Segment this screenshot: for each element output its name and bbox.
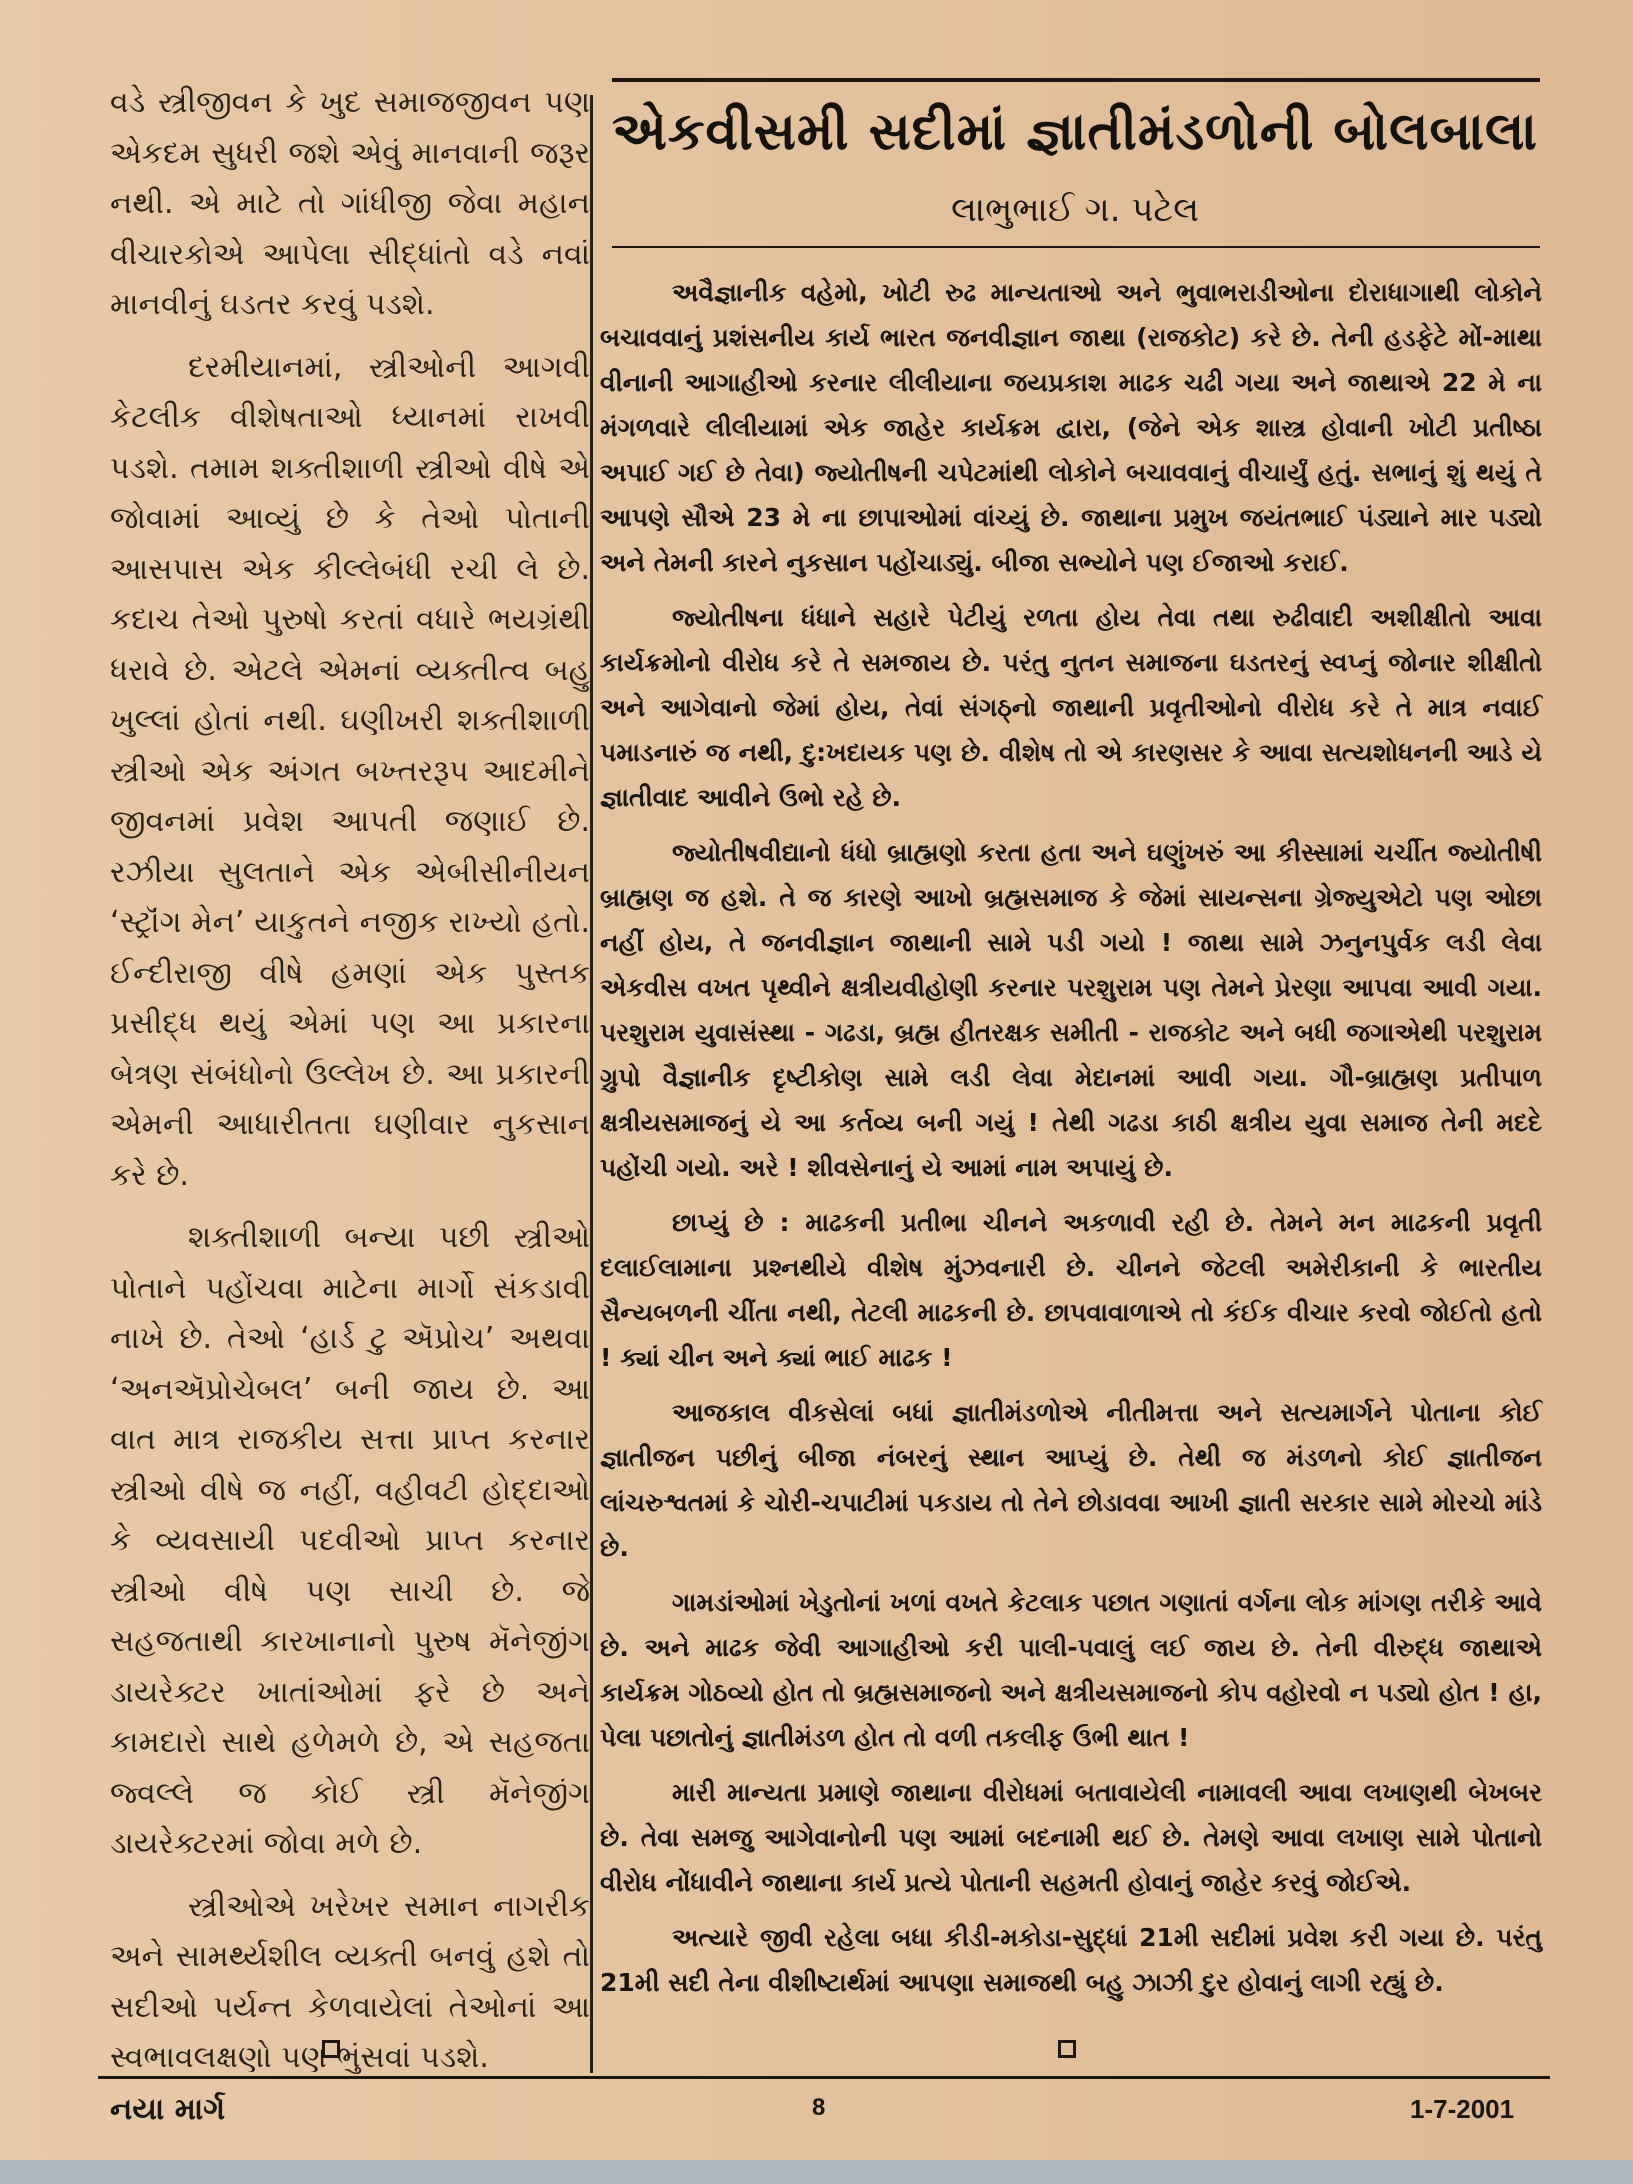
left-paragraph-4: સ્ત્રીઓએ ખરેખર સમાન નાગરીક અને સામર્થ્યશીલ વ્યક્તી બનવું હશે તો સદીઓ પર્યન્ત કેળવાયેલાં તેઓનાં આ સ્વભાવલક્ષણો પણ ભુંસવાં પડશે.	[110, 1888, 590, 2075]
left-paragraph-1: વડે સ્ત્રીજીવન કે ખુદ સમાજજીવન પણ એકદમ સુધરી જશે એવું માનવાની જરૂર નથી. એ માટે તો ગાંધીજી જેવા મહાન વીચારકોએ આપેલા સીદ્ધાંતો વડે નવાં માનવીનું ઘડતર કરવું પડશે.	[110, 85, 590, 322]
article-paragraph-4: છાપ્યું છે : માઢકની પ્રતીભા ચીનને અકળાવી રહી છે. તેમને મન માઢકની પ્રવૃતી દલાઈલામાના પ્રશ્નથીયે વીશેષ મુંઝવનારી છે. ચીનને જેટલી અમેરીકાની કે ભારતીય સૈન્યબળની ચીંતા નથી, તેટલી માઢકની છે. છાપવાવાળાએ તો કંઈક વીચાર કરવો જોઈતો હતો ! ક્યાં ચીન અને ક્યાં ભાઈ માઢક !	[600, 1208, 1542, 1372]
article-paragraph-5: આજકાલ વીકસેલાં બધાં જ્ઞાતીમંડળોએ નીતીમત્તા અને સત્યમાર્ગને પોતાના કોઈ જ્ઞાતીજન પછીનું બીજા નંબરનું સ્થાન આપ્યું છે. તેથી જ મંડળનો કોઈ જ્ઞાતીજન લાંચરુશ્વતમાં કે ચોરી-ચપાટીમાં પકડાય તો તેને છોડાવવા આખી જ્ઞાતી સરકાર સામે મોરચો માંડે છે.	[600, 1398, 1542, 1562]
issue-date: 1-7-2001	[1410, 2094, 1515, 2124]
footer-rule	[98, 2076, 1550, 2079]
publication-name: નયા માર્ગ	[110, 2092, 226, 2127]
left-end-mark	[322, 2040, 340, 2058]
article-paragraph-1: અવૈજ્ઞાનીક વહેમો, ખોટી રુઢ માન્યતાઓ અને ભુવાભરાડીઓના દોરાધાગાથી લોકોને બચાવવાનું પ્રશંસનીય કાર્ય ભારત જનવીજ્ઞાન જાથા (રાજકોટ) કરે છે. તેની હડફેટે મોં-માથા વીનાની આગાહીઓ કરનાર લીલીયાના જયપ્રકાશ માઢક ચઢી ગયા અને જાથાએ 22 મે ના મંગળવારે લીલીયામાં એક જાહેર કાર્યક્રમ દ્વારા, (જેને એક શાસ્ત્ર હોવાની ખોટી પ્રતીષ્ઠા અપાઈ ગઈ છે તેવા) જ્યોતીષની ચપેટમાંથી લોકોને બચાવવાનું વીચાર્યું હતું. સભાનું શું થયું તે આપણે સૌએ 23 મે ના છાપાઓમાં વાંચ્યું છે. જાથાના પ્રમુખ જયંતભાઈ પંડ્યાને માર પડ્યો અને તેમની કારને નુકસાન પહોંચાડ્યું. બીજા સભ્યોને પણ ઈજાઓ કરાઈ.	[600, 278, 1542, 577]
column-divider	[590, 95, 593, 2073]
article-paragraph-3: જ્યોતીષવીદ્યાનો ધંધો બ્રાહ્મણો કરતા હતા અને ઘણુંખરું આ કીસ્સામાં ચર્ચીત જ્યોતીષી બ્રાહ્મણ જ હશે. તે જ કારણે આખો બ્રહ્મસમાજ કે જેમાં સાયન્સના ગ્રેજ્યુએટો પણ ઓછા નહીં હોય, તે જનવીજ્ઞાન જાથાની સામે પડી ગયો ! જાથા સામે ઝનુનપુર્વક લડી લેવા એકવીસ વખત પૃથ્વીને ક્ષત્રીયવીહોણી કરનાર પરશુરામ પણ તેમને પ્રેરણા આપવા આવી ગયા. પરશુરામ યુવાસંસ્થા - ગઢડા, બ્રહ્મ હીતરક્ષક સમીતી - રાજકોટ અને બધી જગાએથી પરશુરામ ગ્રુપો વૈજ્ઞાનીક દૃષ્ટીકોણ સામે લડી લેવા મેદાનમાં આવી ગયા. ગૌ-બ્રાહ્મણ પ્રતીપાળ ક્ષત્રીયસમાજનું યે આ કર્તવ્ય બની ગયું ! તેથી ગઢડા કાઠી ક્ષત્રીય યુવા સમાજ તેની મદદે પહોંચી ગયો. અરે ! શીવસેનાનું યે આમાં નામ અપાયું છે.	[600, 838, 1542, 1182]
article-paragraph-8: અત્યારે જીવી રહેલા બધા કીડી-મકોડા-સુદ્ધાં 21મી સદીમાં પ્રવેશ કરી ગયા છે. પરંતુ 21મી સદી તેના વીશીષ્ટાર્થમાં આપણા સમાજથી બહુ ઝાઝી દુર હોવાનું લાગી રહ્યું છે.	[600, 1923, 1542, 1997]
left-paragraph-3: શક્તીશાળી બન્યા પછી સ્ત્રીઓ પોતાને પહોંચવા માટેના માર્ગો સંકડાવી નાખે છે. તેઓ ‘હાર્ડ ટુ ઍપ્રોચ’ અથવા ‘અનઍપ્રોચેબલ’ બની જાય છે. આ વાત માત્ર રાજકીય સત્તા પ્રાપ્ત કરનાર સ્ત્રીઓ વીષે જ નહીં, વહીવટી હોદ્દાઓ કે વ્યવસાયી પદવીઓ પ્રાપ્ત કરનાર સ્ત્રીઓ વીષે પણ સાચી છે. જે સહજતાથી કારખાનાનો પુરુષ મૅનેજીંગ ડાયરેક્ટર ખાતાંઓમાં ફરે છે અને કામદારો સાથે હળેમળે છે, એ સહજતા જ્વલ્લે જ કોઈ સ્ત્રી મૅનેજીંગ ડાયરેક્ટરમાં જોવા મળે છે.	[110, 1220, 590, 1861]
article-paragraph-7: મારી માન્યતા પ્રમાણે જાથાના વીરોધમાં બતાવાયેલી નામાવલી આવા લખાણથી બેખબર છે. તેવા સમજુ આગેવાનોની પણ આમાં બદનામી થઈ છે. તેમણે આવા લખાણ સામે પોતાનો વીરોધ નોંધાવીને જાથાના કાર્ય પ્રત્યે પોતાની સહમતી હોવાનું જાહેર કરવું જોઈએ.	[600, 1778, 1542, 1897]
article-title: એકવીસમી સદીમાં જ્ઞાતીમંડળોની બોલબાલા	[611, 102, 1539, 162]
article-paragraph-2: જ્યોતીષના ધંધાને સહારે પેટીયું રળતા હોય તેવા તથા રુઢીવાદી અશીક્ષીતો આવા કાર્યક્રમોનો વીરોધ કરે તે સમજાય છે. પરંતુ નુતન સમાજના ઘડતરનું સ્વપ્નું જોનાર શીક્ષીતો અને આગેવાનો જેમાં હોય, તેવાં સંગઠ્નો જાથાની પ્રવૃતીઓનો વીરોધ કરે તે માત્ર નવાઈ પમાડનારું જ નથી, દુ:ખદાયક પણ છે. વીશેષ તો એ કારણસર કે આવા સત્યશોધનની આડે યે જ્ઞાતીવાદ આવીને ઉભો રહે છે.	[600, 603, 1542, 812]
article-body	[600, 270, 1542, 2005]
left-paragraph-2: દરમીયાનમાં, સ્ત્રીઓની આગવી કેટલીક વીશેષતાઓ ધ્યાનમાં રાખવી પડશે. તમામ શક્તીશાળી સ્ત્રીઓ વીષે એ જોવામાં આવ્યું છે કે તેઓ પોતાની આસપાસ એક કીલ્લેબંધી રચી લે છે. કદાચ તેઓ પુરુષો કરતાં વધારે ભયગ્રંથી ધરાવે છે. એટલે એમનાં વ્યક્તીત્વ બહુ ખુલ્લાં હોતાં નથી. ઘણીખરી શક્તીશાળી સ્ત્રીઓ એક અંગત બખ્તરરૂપ આદમીને જીવનમાં પ્રવેશ આપતી જણાઈ છે. રઝીયા સુલતાને એક એબીસીનીયન ‘સ્ટ્રૉંગ મેન’ યાકુતને નજીક રાખ્યો હતો. ઈન્દીરાજી વીષે હમણાં એક પુસ્તક પ્રસીદ્ધ થયું એમાં પણ આ પ્રકારના બેત્રણ સંબંધોનો ઉલ્લેખ છે. આ પ્રકારની એમની આધારીતતા ઘણીવાર નુકસાન કરે છે.	[110, 349, 590, 1193]
article-paragraph-6: ગામડાંઓમાં ખેડુતોનાં ખળાં વખતે કેટલાક પછાત ગણાતાં વર્ગના લોક માંગણ તરીકે આવે છે. અને માઢક જેવી આગાહીઓ કરી પાલી-પવાલું લઈ જાય છે. તેની વીરુદ્ધ જાથાએ કાર્યક્રમ ગોઠવ્યો હોત તો બ્રહ્મસમાજનો અને ક્ષત્રીયસમાજનો કોપ વહોરવો ન પડ્યો હોત ! હા, પેલા પછાતોનું જ્ઞાતીમંડળ હોત તો વળી તકલીફ ઉભી થાત !	[600, 1588, 1542, 1752]
article-column	[600, 78, 1550, 2005]
left-column	[110, 78, 590, 2084]
title-bottom-rule	[612, 246, 1540, 248]
article-end-mark	[1058, 2040, 1076, 2058]
page-number: 8	[812, 2094, 826, 2121]
article-author: લાભુભાઈ ગ. પટેલ	[951, 190, 1199, 230]
scan-edge-strip	[0, 2160, 1633, 2184]
